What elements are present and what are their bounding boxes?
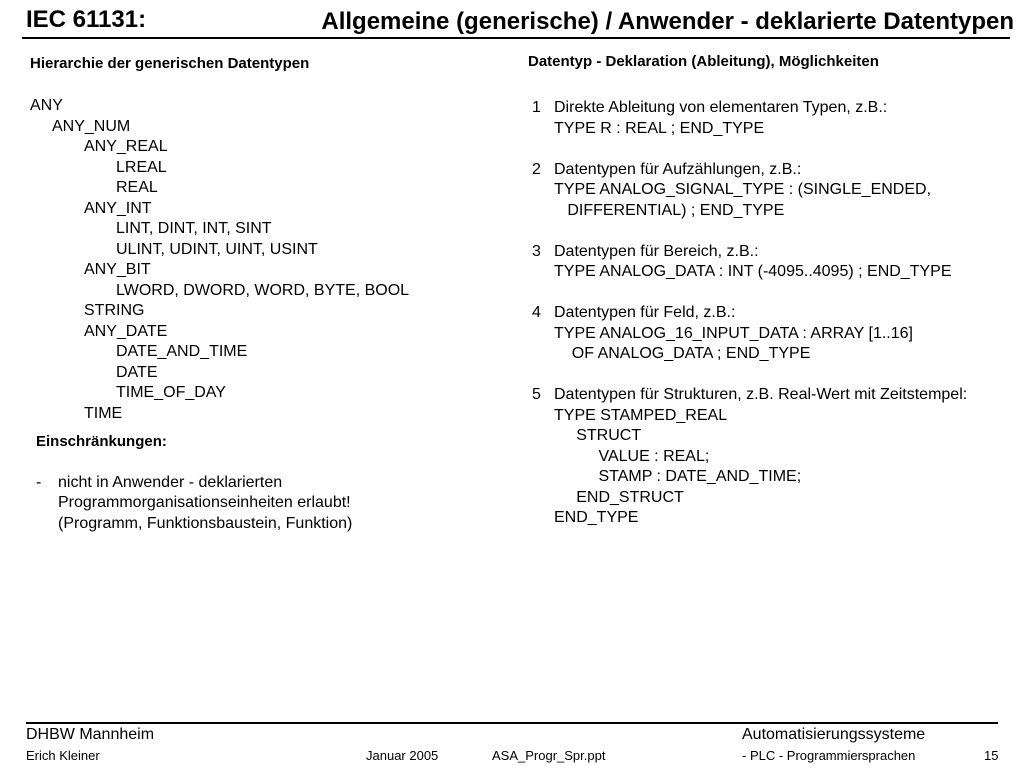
declaration-item [532,160,967,222]
type-node: ANY_REAL [84,138,168,155]
code-line: TYPE ANALOG_DATA : INT (-4095..4095) ; END_TYPE [554,263,952,280]
code-line: STRUCT [554,427,642,444]
declaration-item [532,98,967,139]
declaration-item [532,303,967,365]
item-title: Direkte Ableitung von elementaren Typen, z.B.: [554,99,888,116]
restriction-line: (Programm, Funktionsbaustein, Funktion) [58,514,353,532]
restriction-item [36,473,352,535]
code-line: TYPE STAMPED_REAL [554,406,728,424]
type-node: LREAL [116,158,167,176]
code-line: TYPE ANALOG_SIGNAL_TYPE : (SINGLE_ENDED, [554,181,932,198]
declaration-item [532,242,967,283]
footer-date: Januar 2005 [366,748,439,763]
type-node: REAL [116,179,158,196]
item-title: Datentypen für Aufzählungen, z.B.: [554,160,802,178]
footer-subtitle: - PLC - Programmiersprachen [742,748,916,763]
item-number: 5 [532,386,541,403]
type-node: DATE [116,363,158,381]
item-title: Datentypen für Strukturen, z.B. Real-Wert mit Zeitstempel: [554,386,968,403]
code-line: STAMP : DATE_AND_TIME; [554,468,802,485]
footer-course: Automatisierungssysteme [742,726,926,743]
item-number: 1 [532,99,541,116]
page-title: Allgemeine (generische) / Anwender - deklarierte Datentypen [321,8,1014,35]
item-number: 2 [532,160,541,178]
type-node: ANY_BIT [84,261,151,278]
header-divider [22,37,1010,39]
type-node: LWORD, DWORD, WORD, BYTE, BOOL [116,281,410,299]
code-line: TYPE ANALOG_16_INPUT_DATA : ARRAY [1..16] [554,324,913,342]
generic-type-hierarchy [30,96,409,424]
restriction-line: nicht in Anwender - deklarierten [58,473,283,491]
code-line: TYPE R : REAL ; END_TYPE [554,119,765,137]
footer-divider [26,722,998,724]
type-node: ULINT, UDINT, UINT, USINT [116,240,318,258]
restriction-text [58,473,352,535]
type-node: ANY_INT [84,199,152,217]
item-title: Datentypen für Feld, z.B.: [554,304,736,321]
footer-author: Erich Kleiner [26,748,100,763]
footer-file: ASA_Progr_Spr.ppt [492,748,606,763]
restrictions-block [36,432,352,534]
type-node: ANY [30,97,63,114]
footer-org: DHBW Mannheim [26,726,155,743]
declaration-item [532,385,967,529]
code-line: OF ANALOG_DATA ; END_TYPE [554,345,811,362]
code-line: END_TYPE [554,509,639,526]
type-node: LINT, DINT, INT, SINT [116,220,272,237]
page-number: 15 [984,748,999,763]
item-number: 3 [532,242,541,260]
type-node: ANY_DATE [84,322,168,340]
bullet-dash: - [36,473,42,491]
header-course-code: IEC 61131: [26,6,147,33]
type-node: DATE_AND_TIME [116,343,248,360]
right-section-heading: Datentyp - Deklaration (Ableitung), Möglichkeiten [528,53,879,70]
restrictions-title: Einschränkungen: [36,433,167,450]
left-section-heading: Hierarchie der generischen Datentypen [30,55,310,72]
code-line: VALUE : REAL; [554,447,710,465]
type-node: TIME [84,404,123,422]
type-node: TIME_OF_DAY [116,384,226,401]
restriction-line: Programmorganisationseinheiten erlaubt! [58,494,351,511]
item-number: 4 [532,304,541,321]
item-title: Datentypen für Bereich, z.B.: [554,242,759,260]
code-line: END_STRUCT [554,488,684,506]
code-line: DIFFERENTIAL) ; END_TYPE [554,201,785,219]
type-node: STRING [84,302,145,319]
type-node: ANY_NUM [52,117,131,135]
declaration-options-list [532,98,967,549]
